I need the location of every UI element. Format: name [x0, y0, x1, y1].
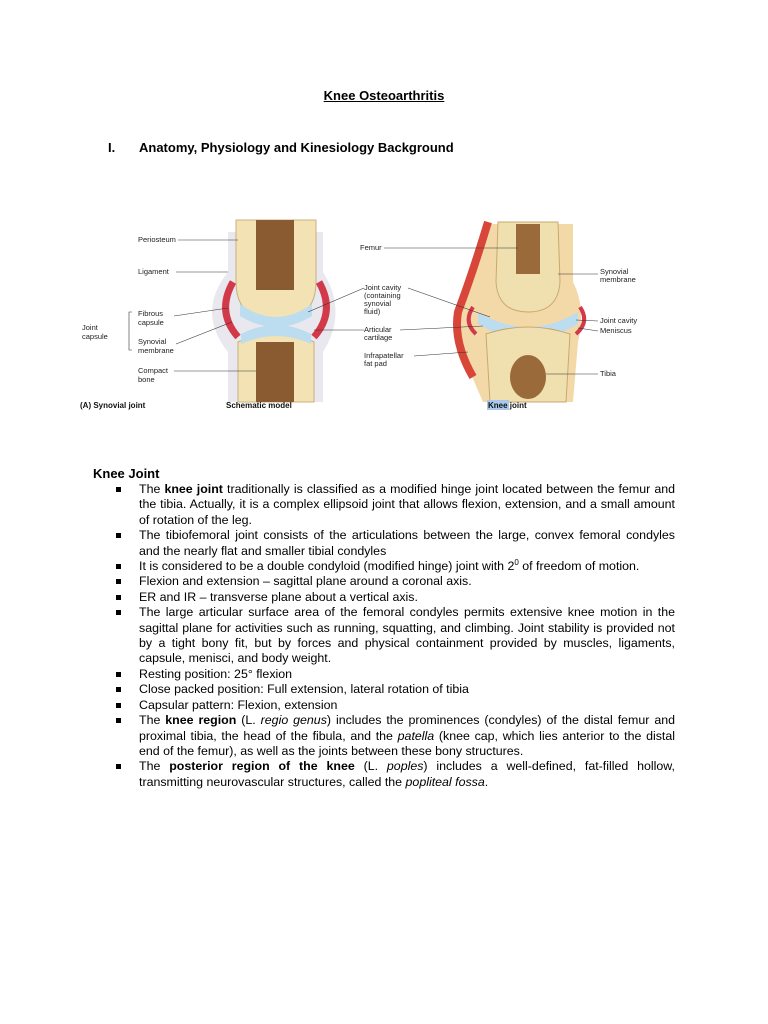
label-compact: Compact: [138, 366, 169, 375]
label-meniscus: Meniscus: [600, 326, 632, 335]
label-synovial-middle: synovial: [364, 299, 392, 308]
list-item: Flexion and extension – sagittal plane around a coronal axis.: [116, 574, 675, 589]
label-synovial-right: Synovial: [600, 267, 629, 276]
list-item: The knee joint traditionally is classified as a modified hinge joint located between the femur and the tibia. Actually, it is a complex ellipsoid joint that allows flexion, extension, and a small amount of rotation of the leg.: [116, 482, 675, 528]
list-item: The posterior region of the knee (L. poples) includes a well-defined, fat-filled hollow, transmitting neurovascular structures, called the popliteal fossa.: [116, 759, 675, 790]
caption-schematic-model: Schematic model: [226, 401, 292, 410]
section-title: Anatomy, Physiology and Kinesiology Background: [139, 140, 454, 155]
label-synovial: Synovial: [138, 337, 167, 346]
label-membrane-right: membrane: [600, 275, 636, 284]
caption-synovial-joint: (A) Synovial joint: [80, 401, 146, 410]
label-joint-cavity-right: Joint cavity: [600, 316, 638, 325]
knee-anatomy-figure: [78, 212, 678, 412]
list-item: Resting position: 25° flexion: [116, 667, 675, 682]
list-item: The knee region (L. regio genus) includes the prominences (condyles) of the distal femur and proximal tibia, the head of the fibula, and the patella (knee cap, which lies anterior to the distal end of the femur), as well as the joints between these bony structures.: [116, 713, 675, 759]
label-joint-cavity-middle: Joint cavity: [364, 283, 402, 292]
label-tibia: Tibia: [600, 369, 616, 378]
list-item: ER and IR – transverse plane about a vertical axis.: [116, 590, 675, 605]
label-cartilage: cartilage: [364, 333, 393, 342]
label-capsule: capsule: [138, 318, 164, 327]
section-heading: [108, 140, 454, 155]
list-item: The large articular surface area of the femoral condyles permits extensive knee motion in the sagittal plane for activities such as running, squatting, and climbing. Joint stability is provided not by a tight bony fit, but by forces and physical containment provided by muscles, ligaments, capsule, menisci, and body weight.: [116, 605, 675, 667]
label-bone: bone: [138, 375, 155, 384]
label-membrane: membrane: [138, 346, 174, 355]
label-infrapatellar: Infrapatellar: [364, 351, 404, 360]
list-item: It is considered to be a double condyloid (modified hinge) joint with $2^0$ of freedom of motion.: [116, 559, 675, 574]
label-femur: Femur: [360, 243, 382, 252]
label-fluid: fluid): [364, 307, 381, 316]
label-joint-capsule: capsule: [82, 332, 108, 341]
section-number: I.: [108, 140, 116, 155]
label-joint: Joint: [82, 323, 98, 332]
label-articular: Articular: [364, 325, 392, 334]
knee-joint-heading: Knee Joint: [93, 466, 160, 481]
label-fibrous: Fibrous: [138, 309, 164, 318]
caption-knee-joint: Knee joint: [488, 401, 527, 410]
list-item: Capsular pattern: Flexion, extension: [116, 698, 675, 713]
label-ligament: Ligament: [138, 267, 169, 276]
label-fat-pad: fat pad: [364, 359, 387, 368]
knee-joint-bullet-list: [116, 482, 675, 790]
document-title: Knee Osteoarthritis: [323, 88, 445, 103]
knee-joint-illustration: [455, 222, 585, 402]
label-periosteum: Periosteum: [138, 235, 176, 244]
list-item: Close packed position: Full extension, lateral rotation of tibia: [116, 682, 675, 697]
list-item: The tibiofemoral joint consists of the articulations between the large, convex femoral condyles and the nearly flat and smaller tibial condyles: [116, 528, 675, 559]
schematic-joint-illustration: [212, 220, 336, 402]
label-containing: (containing: [364, 291, 401, 300]
